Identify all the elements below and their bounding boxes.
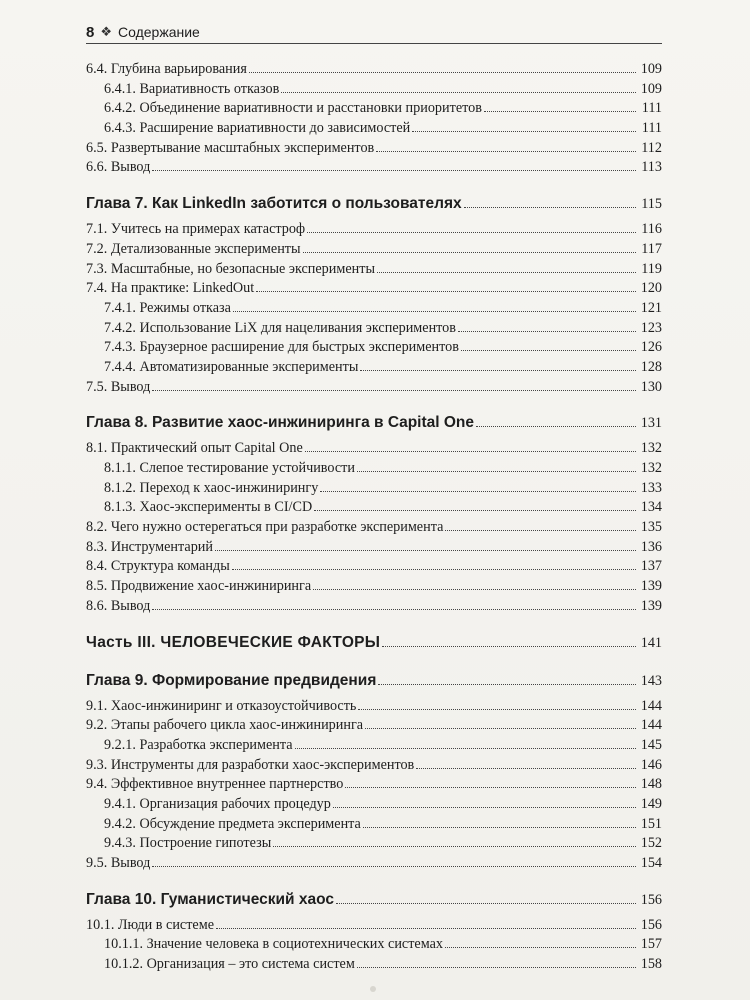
- toc-entry[interactable]: 7.4.1. Режимы отказа 121: [104, 299, 662, 316]
- toc-entry[interactable]: 7.4. На практике: LinkedOut 120: [86, 280, 662, 297]
- toc-chapter-7[interactable]: Глава 7. Как LinkedIn заботится о пользователях 115: [86, 195, 662, 213]
- toc-entry[interactable]: 8.5. Продвижение хаос-инжиниринга 139: [86, 578, 662, 595]
- toc-section-10: [86, 888, 662, 975]
- toc-entry[interactable]: 8.1.2. Переход к хаос-инжинирингу 133: [104, 479, 662, 496]
- toc-section-6: [86, 60, 662, 178]
- toc-entry[interactable]: 8.4. Структура команды 137: [86, 558, 662, 575]
- table-of-contents: [86, 60, 662, 989]
- toc-chapter-8[interactable]: Глава 8. Развитие хаос-инжиниринга в Capital One 131: [86, 414, 662, 432]
- toc-entry[interactable]: 8.2. Чего нужно остерегаться при разработке эксперимента 135: [86, 519, 662, 536]
- toc-entry[interactable]: 8.3. Инструментарий 136: [86, 538, 662, 555]
- toc-section-7: [86, 192, 662, 397]
- binding-hole: [370, 986, 376, 992]
- toc-entry[interactable]: 7.1. Учитесь на примерах катастроф 116: [86, 221, 662, 238]
- toc-entry[interactable]: 7.4.4. Автоматизированные эксперименты 128: [104, 358, 662, 375]
- toc-entry[interactable]: 7.2. Детализованные эксперименты 117: [86, 240, 662, 257]
- toc-entry[interactable]: 6.4.2. Объединение вариативности и расстановки приоритетов 111: [104, 100, 662, 117]
- toc-entry[interactable]: 9.2. Этапы рабочего цикла хаос-инжиниринга 144: [86, 717, 662, 734]
- toc-entry[interactable]: 6.4. Глубина варьирования 109: [86, 61, 662, 77]
- toc-chapter-10[interactable]: Глава 10. Гуманистический хаос 156: [86, 890, 662, 908]
- header-divider: [86, 43, 662, 44]
- toc-entry[interactable]: 9.5. Вывод 154: [86, 855, 662, 871]
- toc-entry[interactable]: 9.1. Хаос-инжиниринг и отказоустойчивость 144: [86, 697, 662, 714]
- toc-entry[interactable]: 7.4.3. Браузерное расширение для быстрых экспериментов 126: [104, 339, 662, 356]
- toc-entry[interactable]: 8.1. Практический опыт Capital One 132: [86, 440, 662, 457]
- toc-entry[interactable]: 9.4.2. Обсуждение предмета эксперимента 151: [104, 815, 662, 832]
- toc-entry[interactable]: 7.3. Масштабные, но безопасные эксперименты 119: [86, 260, 662, 277]
- toc-entry[interactable]: 9.2.1. Разработка эксперимента 145: [104, 736, 662, 753]
- toc-entry[interactable]: 7.4.2. Использование LiX для нацеливания экспериментов 123: [104, 319, 662, 336]
- toc-part-3[interactable]: Часть III. ЧЕЛОВЕЧЕСКИЕ ФАКТОРЫ 141: [86, 633, 662, 651]
- toc-entry[interactable]: 10.1.1. Значение человека в социотехнических системах 157: [104, 936, 662, 953]
- toc-section-8: [86, 411, 662, 616]
- toc-entry[interactable]: 9.4.1. Организация рабочих процедур 149: [104, 795, 662, 812]
- toc-entry[interactable]: 6.4.3. Расширение вариативности до зависимостей 111: [104, 120, 662, 137]
- toc-entry[interactable]: 9.3. Инструменты для разработки хаос-экспериментов 146: [86, 756, 662, 773]
- toc-entry[interactable]: 9.4. Эффективное внутреннее партнерство 148: [86, 776, 662, 793]
- toc-entry[interactable]: 10.1. Люди в системе 156: [86, 916, 662, 933]
- toc-entry[interactable]: 6.6. Вывод 113: [86, 159, 662, 176]
- toc-entry[interactable]: 8.6. Вывод 139: [86, 597, 662, 614]
- toc-section-9: [86, 669, 662, 874]
- page-number: 8: [86, 23, 95, 41]
- toc-entry[interactable]: 6.5. Развертывание масштабных экспериментов 112: [86, 139, 662, 156]
- toc-chapter-9[interactable]: Глава 9. Формирование предвидения 143: [86, 671, 662, 689]
- running-header: [86, 22, 660, 42]
- toc-entry[interactable]: 7.5. Вывод 130: [86, 378, 662, 395]
- toc-entry[interactable]: 9.4.3. Построение гипотезы 152: [104, 835, 662, 852]
- toc-entry[interactable]: 6.4.1. Вариативность отказов 109: [104, 80, 662, 97]
- running-header-title: Содержание: [118, 24, 200, 40]
- diamond-ornament-icon: ❖: [100, 24, 112, 39]
- toc-entry[interactable]: 8.1.3. Хаос-эксперименты в CI/CD 134: [104, 499, 662, 516]
- toc-section-part3: [86, 631, 662, 655]
- toc-entry[interactable]: 10.1.2. Организация – это система систем 158: [104, 956, 662, 973]
- toc-entry[interactable]: 8.1.1. Слепое тестирование устойчивости 132: [104, 460, 662, 476]
